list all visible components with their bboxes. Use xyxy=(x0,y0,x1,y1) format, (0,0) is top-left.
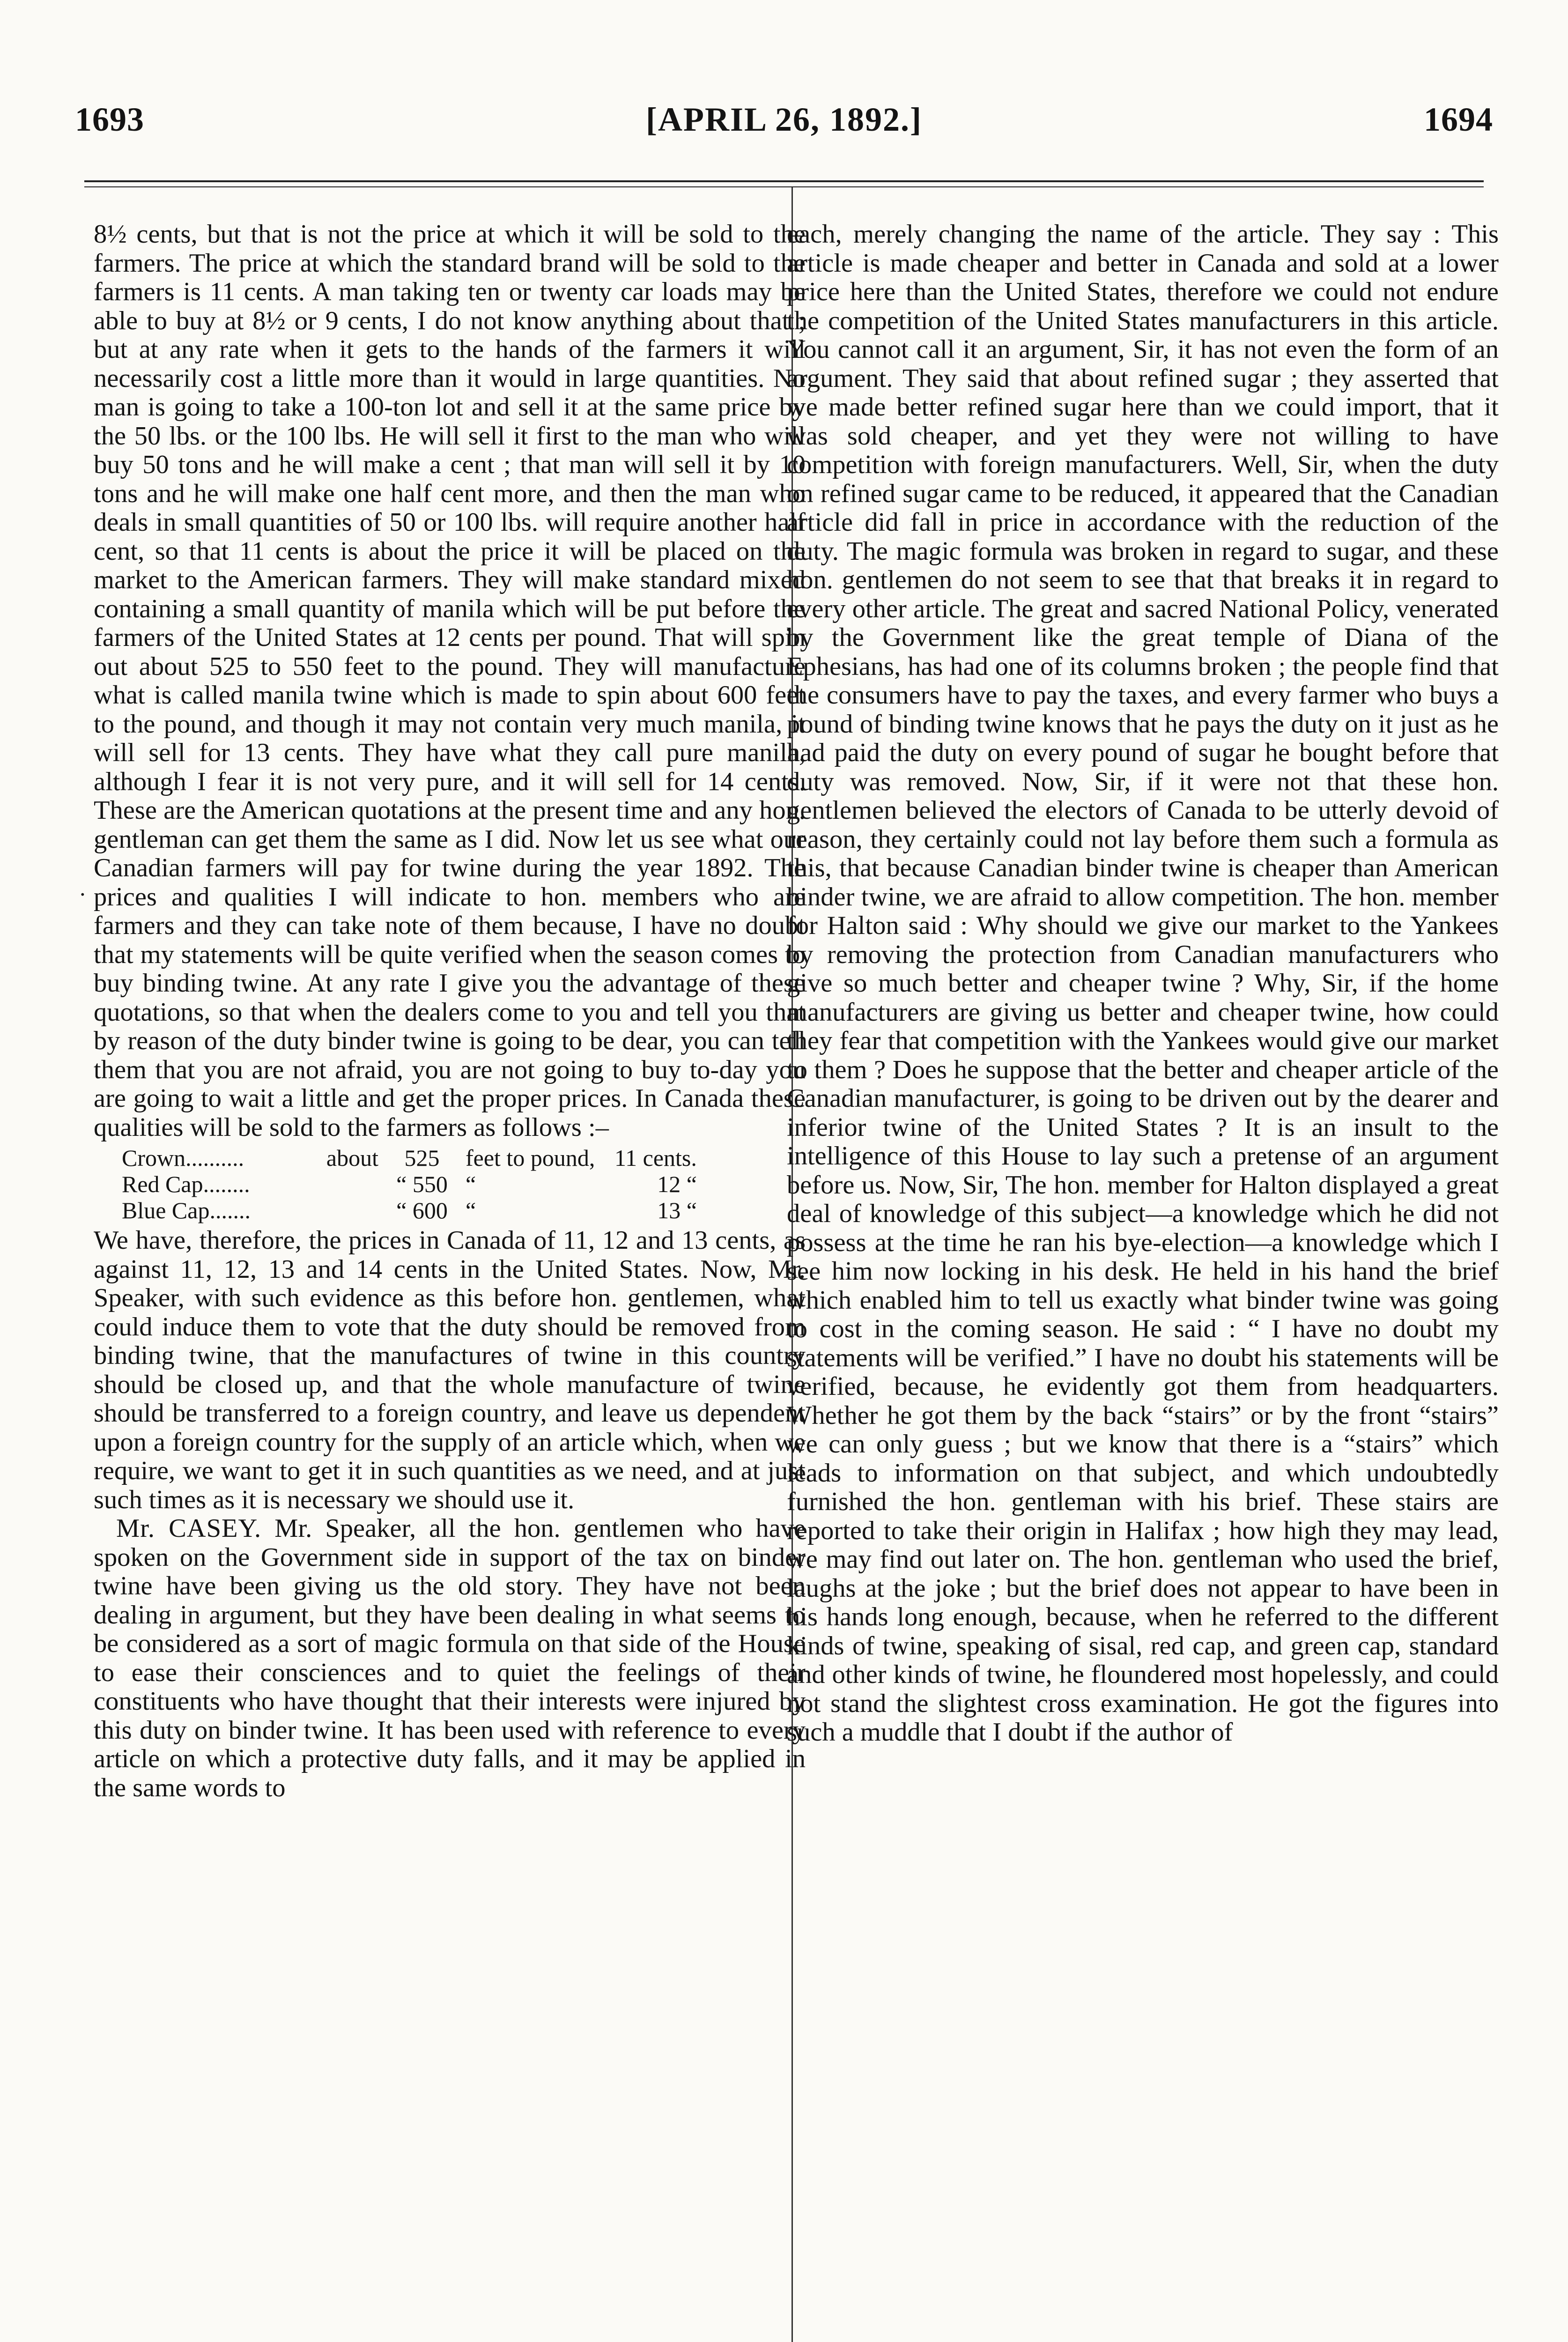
header-rule-thin xyxy=(84,186,1484,187)
quote-name: Crown.......... xyxy=(122,1145,244,1171)
quote-price: 12 “ xyxy=(657,1171,697,1197)
quote-about xyxy=(313,1171,387,1197)
table-row xyxy=(122,1145,705,1171)
quote-unit: “ xyxy=(466,1197,476,1223)
table-row xyxy=(122,1197,705,1223)
table-row xyxy=(122,1171,705,1197)
page-number-left: 1693 xyxy=(75,100,144,138)
page-number-right: 1694 xyxy=(1424,100,1493,138)
right-column xyxy=(787,220,1499,2328)
quote-feet: “ 550 xyxy=(396,1171,448,1197)
quote-about xyxy=(313,1197,387,1223)
quote-unit: feet to pound, xyxy=(466,1145,595,1171)
page-header xyxy=(75,94,1493,145)
quote-unit: “ xyxy=(466,1171,476,1197)
twine-price-table xyxy=(122,1145,705,1223)
quote-price: 13 “ xyxy=(657,1197,697,1223)
right-paragraph-1: each, merely changing the name of the article. They say : This article is made cheaper and better in Canada and sold at a lower price here than the United States, therefore we could not endure the competition of the United States manufacturers in this article. You cannot call it an argument, Sir, it has not even the form of an argument. They said that about refined sugar ; they asserted that we made better refined sugar here than we could import, that it was sold cheaper, and yet they were not willing to have competition with foreign manufacturers. Well, Sir, when the duty on refined sugar came to be reduced, it appeared that the Canadian article did fall in price in accordance with the reduction of the duty. The magic formula was broken in regard to sugar, and these hon. gentlemen do not seem to see that that breaks it in regard to every other article. The great and sacred National Policy, venerated by the Government like the great temple of Diana of the Ephesians, has had one of its columns broken ; the people find that the consumers have to pay the taxes, and every farmer who buys a pound of binding twine knows that he pays the duty on it just as he had paid the duty on every pound of sugar he bought before that duty was removed. Now, Sir, if it were not that these hon. gentlemen believed the electors of Canada to be utterly devoid of reason, they certainly could not lay before them such a formula as this, that because Canadian binder twine is cheaper than American binder twine, we are afraid to allow competition. The hon. member for Halton said : Why should we give our market to the Yankees by removing the protection from Canadian manufacturers who give so much better and cheaper twine ? Why, Sir, if the home manufacturers are giving us better and cheaper twine, how could they fear that competition with the Yankees would give our market to them ? Does he suppose that the better and cheaper article of the Canadian manufacturer, is going to be driven out by the dearer and inferior twine of the United States ? It is an insult to the intelligence of this House to lay such a pretense of an argument before us. Now, Sir, The hon. member for Halton displayed a great deal of knowledge of this subject—a knowledge which he did not possess at the time he ran his bye-election—a knowledge which I see him now locking in his desk. He held in his hand the brief which enabled him to tell us exactly what binder twine was going to cost in the coming season. He said : “ I have no doubt my statements will be verified.” I have no doubt his statements will be verified, because, he evidently got them from headquarters. Whether he got them by the back “stairs” or by the front “stairs” we can only guess ; but we know that there is a “stairs” which leads to information on that subject, and which undoubtedly furnished the hon. gentleman with his brief. These stairs are reported to take their origin in Halifax ; how high they may lead, we may find out later on. The hon. gentleman who used the brief, laughs at the joke ; but the brief does not appear to have been in his hands long enough, because, when he referred to the different kinds of twine, speaking of sisal, red cap, and green cap, standard and other kinds of twine, he floundered most hopelessly, and could not stand the slightest cross examination. He got the figures into such a muddle that I doubt if the author of xyxy=(787,220,1499,1747)
header-rule xyxy=(84,180,1484,182)
quote-feet: “ 600 xyxy=(396,1197,448,1223)
speaker-name: Mr. CASEY. xyxy=(116,1514,262,1543)
casey-speech xyxy=(94,1514,806,1802)
quote-feet: 525 xyxy=(404,1145,440,1171)
quote-name: Red Cap........ xyxy=(122,1171,250,1197)
quote-price: 11 cents. xyxy=(614,1145,697,1171)
left-paragraph-3: Mr. Speaker, all the hon. gentlemen who have spoken on the Government side in support of the tax on binder twine have been giving us the old story. They have not been dealing in argument, but they have been dealing in what seems to be considered as a sort of magic formula on that side of the House to ease their consciences and to quiet the feelings of their constituents who have thought that their interests were injured by this duty on binder twine. It has been used with reference to every article on which a protective duty falls, and it may be applied in the same words to xyxy=(94,1514,806,1802)
left-column xyxy=(94,220,806,2328)
quote-name: Blue Cap....... xyxy=(122,1197,251,1223)
left-paragraph-2: We have, therefore, the prices in Canada of 11, 12 and 13 cents, as against 11, 12, 13 and 14 cents in the United States. Now, Mr. Speaker, with such evidence as this before hon. gentlemen, what could induce them to vote that the duty should be removed from binding twine, that the manufactures of twine in this country should be closed up, and that the whole manufacture of twine should be transferred to a foreign country, and leave us dependent upon a foreign country for the supply of an article which, when we require, we want to get it in such quantities as we need, and at just such times as it is necessary we should use it. xyxy=(94,1226,806,1514)
margin-dot: · xyxy=(79,881,87,907)
page-date: [APRIL 26, 1892.] xyxy=(646,100,922,138)
left-paragraph-1: 8½ cents, but that is not the price at which it will be sold to the farmers. The price at which the standard brand will be sold to the farmers is 11 cents. A man taking ten or twenty car loads may be able to buy at 8½ or 9 cents, I do not know anything about that ; but at any rate when it gets to the hands of the farmers it will necessarily cost a little more than it would in large quantities. No man is going to take a 100-ton lot and sell it at the same price by the 50 lbs. or the 100 lbs. He will sell it first to the man who will buy 50 tons and he will make a cent ; that man will sell it by 10 tons and he will make one half cent more, and then the man who deals in small quantities of 50 or 100 lbs. will require another half cent, so that 11 cents is about the price it will be placed on the market to the American farmers. They will make standard mixed containing a small quantity of manila which will be put before the farmers of the United States at 12 cents per pound. That will spin out about 525 to 550 feet to the pound. They will manufacture what is called manila twine which is made to spin about 600 feet to the pound, and though it may not contain very much manila, it will sell for 13 cents. They have what they call pure manila, although I fear it is not very pure, and it will sell for 14 cents. These are the American quotations at the present time and any hon. gentleman can get them the same as I did. Now let us see what our Canadian farmers will pay for twine during the year 1892. The prices and qualities I will indicate to hon. members who are farmers and they can take note of them because, I have no doubt that my statements will be quite verified when the season comes to buy binding twine. At any rate I give you the advantage of these quotations, so that when the dealers come to you and tell you that by reason of the duty binder twine is going to be dear, you can tell them that you are not afraid, you are not going to buy to-day you are going to wait a little and get the proper prices. In Canada these qualities will be sold to the farmers as follows :– xyxy=(94,220,806,1142)
quote-about: about xyxy=(326,1145,378,1171)
